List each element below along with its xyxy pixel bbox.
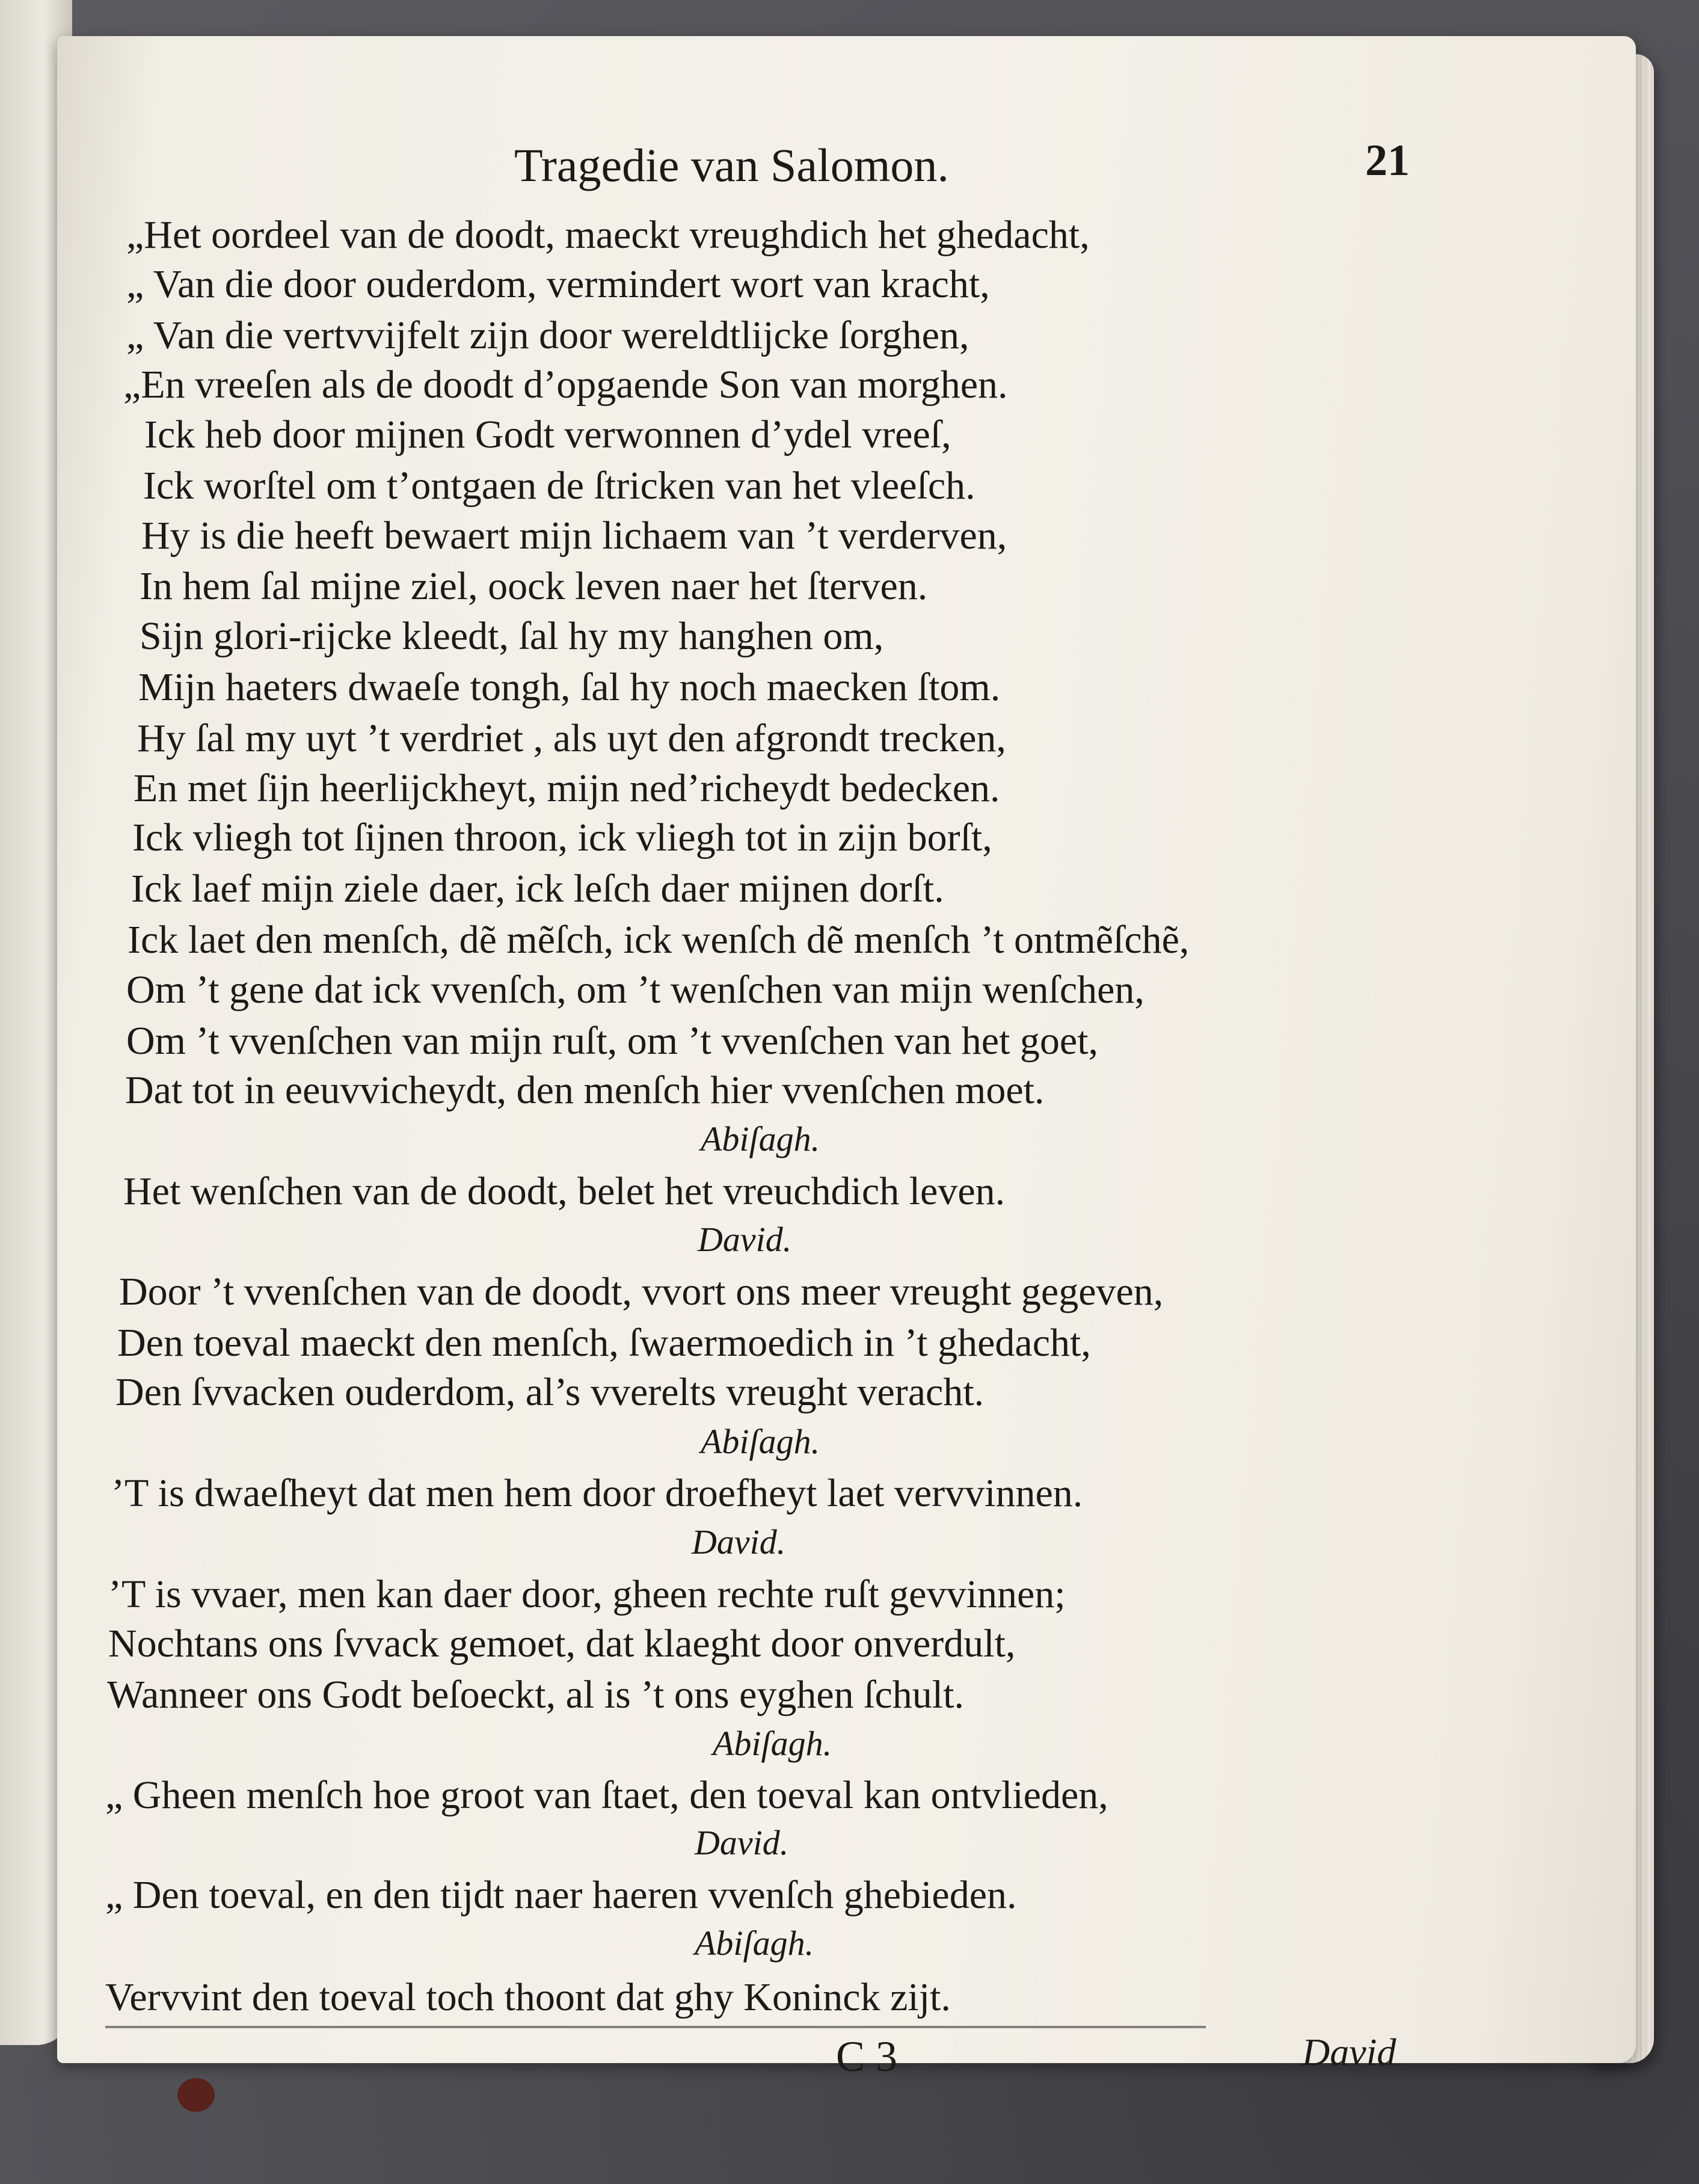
printer-rule bbox=[105, 2026, 1206, 2028]
verse-line: Vervvint den toeval toch thoont dat ghy Koninck zijt. bbox=[105, 1975, 951, 2019]
verse-line: ’T is vvaer, men kan daer door, gheen rechte ruſt gevvinnen; bbox=[108, 1572, 1066, 1616]
verse-line: En met ſijn heerlijckheyt, mijn ned’richeydt bedecken. bbox=[134, 766, 1000, 810]
verse-line: Om ’t vvenſchen van mijn ruſt, om ’t vvenſchen van het goet, bbox=[126, 1019, 1099, 1063]
verse-line: „En vreeſen als de doodt d’opgaende Son van morghen. bbox=[123, 363, 1008, 407]
verse-line: Hy ſal my uyt ’t verdriet , als uyt den afgrondt trecken, bbox=[137, 716, 1006, 760]
verse-line: „ Van die door ouderdom, vermindert wort van kracht, bbox=[126, 262, 990, 306]
speaker-name: Abiſagh. bbox=[701, 1119, 820, 1158]
verse-line: Ick laet den menſch, dẽ mẽſch, ick wenſch dẽ menſch ’t ontmẽſchẽ, bbox=[128, 918, 1190, 962]
verse-line: In hem ſal mijne ziel, oock leven naer het ſterven. bbox=[140, 564, 928, 608]
verse-line: „ Den toeval, en den tijdt naer haeren vvenſch ghebieden. bbox=[105, 1873, 1017, 1917]
page-number: 21 bbox=[1365, 136, 1410, 185]
verse-line: Hy is die heeft bewaert mijn lichaem van ’t verderven, bbox=[141, 514, 1007, 558]
verse-line: Ick laef mijn ziele daer, ick leſch daer mijnen dorſt. bbox=[131, 867, 944, 911]
speaker-name: David. bbox=[692, 1522, 786, 1561]
running-title: Tragedie van Salomon. bbox=[514, 139, 949, 191]
verse-line: Door ’t vvenſchen van de doodt, vvort ons meer vreught gegeven, bbox=[119, 1270, 1164, 1314]
verse-line: Ick worſtel om t’ontgaen de ſtricken van het vleeſch. bbox=[143, 464, 975, 508]
verse-line: Sijn glori-rijcke kleedt, ſal hy my hanghen om, bbox=[140, 614, 884, 658]
ink-stain bbox=[177, 2078, 215, 2112]
verse-line: Mijn haeters dwaeſe tongh, ſal hy noch maecken ſtom. bbox=[138, 665, 1001, 709]
catchword: David bbox=[1302, 2031, 1396, 2073]
verse-line: Ick heb door mijnen Godt verwonnen d’ydel vreeſ, bbox=[144, 413, 951, 457]
verse-line: „ Van die vertvvijfelt zijn door wereldtlijcke ſorghen, bbox=[126, 313, 969, 357]
speaker-name: David. bbox=[698, 1220, 792, 1259]
verse-line: Ick vliegh tot ſijnen throon, ick vliegh tot in zijn borſt, bbox=[132, 816, 992, 860]
verse-line: Om ’t gene dat ick vvenſch, om ’t wenſchen van mijn wenſchen, bbox=[126, 968, 1144, 1012]
verse-line: „ Gheen menſch hoe groot van ſtaet, den toeval kan ontvlieden, bbox=[105, 1773, 1108, 1817]
speaker-name: Abiſagh. bbox=[695, 1924, 814, 1963]
verse-line: Nochtans ons ſvvack gemoet, dat klaeght door onverdult, bbox=[108, 1622, 1016, 1666]
speaker-name: David. bbox=[695, 1823, 789, 1862]
verse-line: Wanneer ons Godt beſoeckt, al is ’t ons eyghen ſchult. bbox=[107, 1673, 964, 1717]
verse-line: Den ſvvacken ouderdom, al’s vverelts vreught veracht. bbox=[115, 1370, 985, 1414]
verse-line: Het wenſchen van de doodt, belet het vreuchdich leven. bbox=[123, 1169, 1006, 1213]
speaker-name: Abiſagh. bbox=[713, 1724, 832, 1763]
verse-line: ’T is dwaeſheyt dat men hem door droefheyt laet vervvinnen. bbox=[111, 1471, 1083, 1515]
signature-mark: C 3 bbox=[836, 2032, 898, 2081]
verse-line: Dat tot in eeuvvicheydt, den menſch hier vvenſchen moet. bbox=[125, 1068, 1045, 1112]
speaker-name: Abiſagh. bbox=[701, 1422, 820, 1461]
verse-line: Den toeval maeckt den menſch, ſwaermoedich in ’t ghedacht, bbox=[117, 1321, 1091, 1365]
verse-line: „Het oordeel van de doodt, maeckt vreughdich het ghedacht, bbox=[126, 213, 1090, 257]
